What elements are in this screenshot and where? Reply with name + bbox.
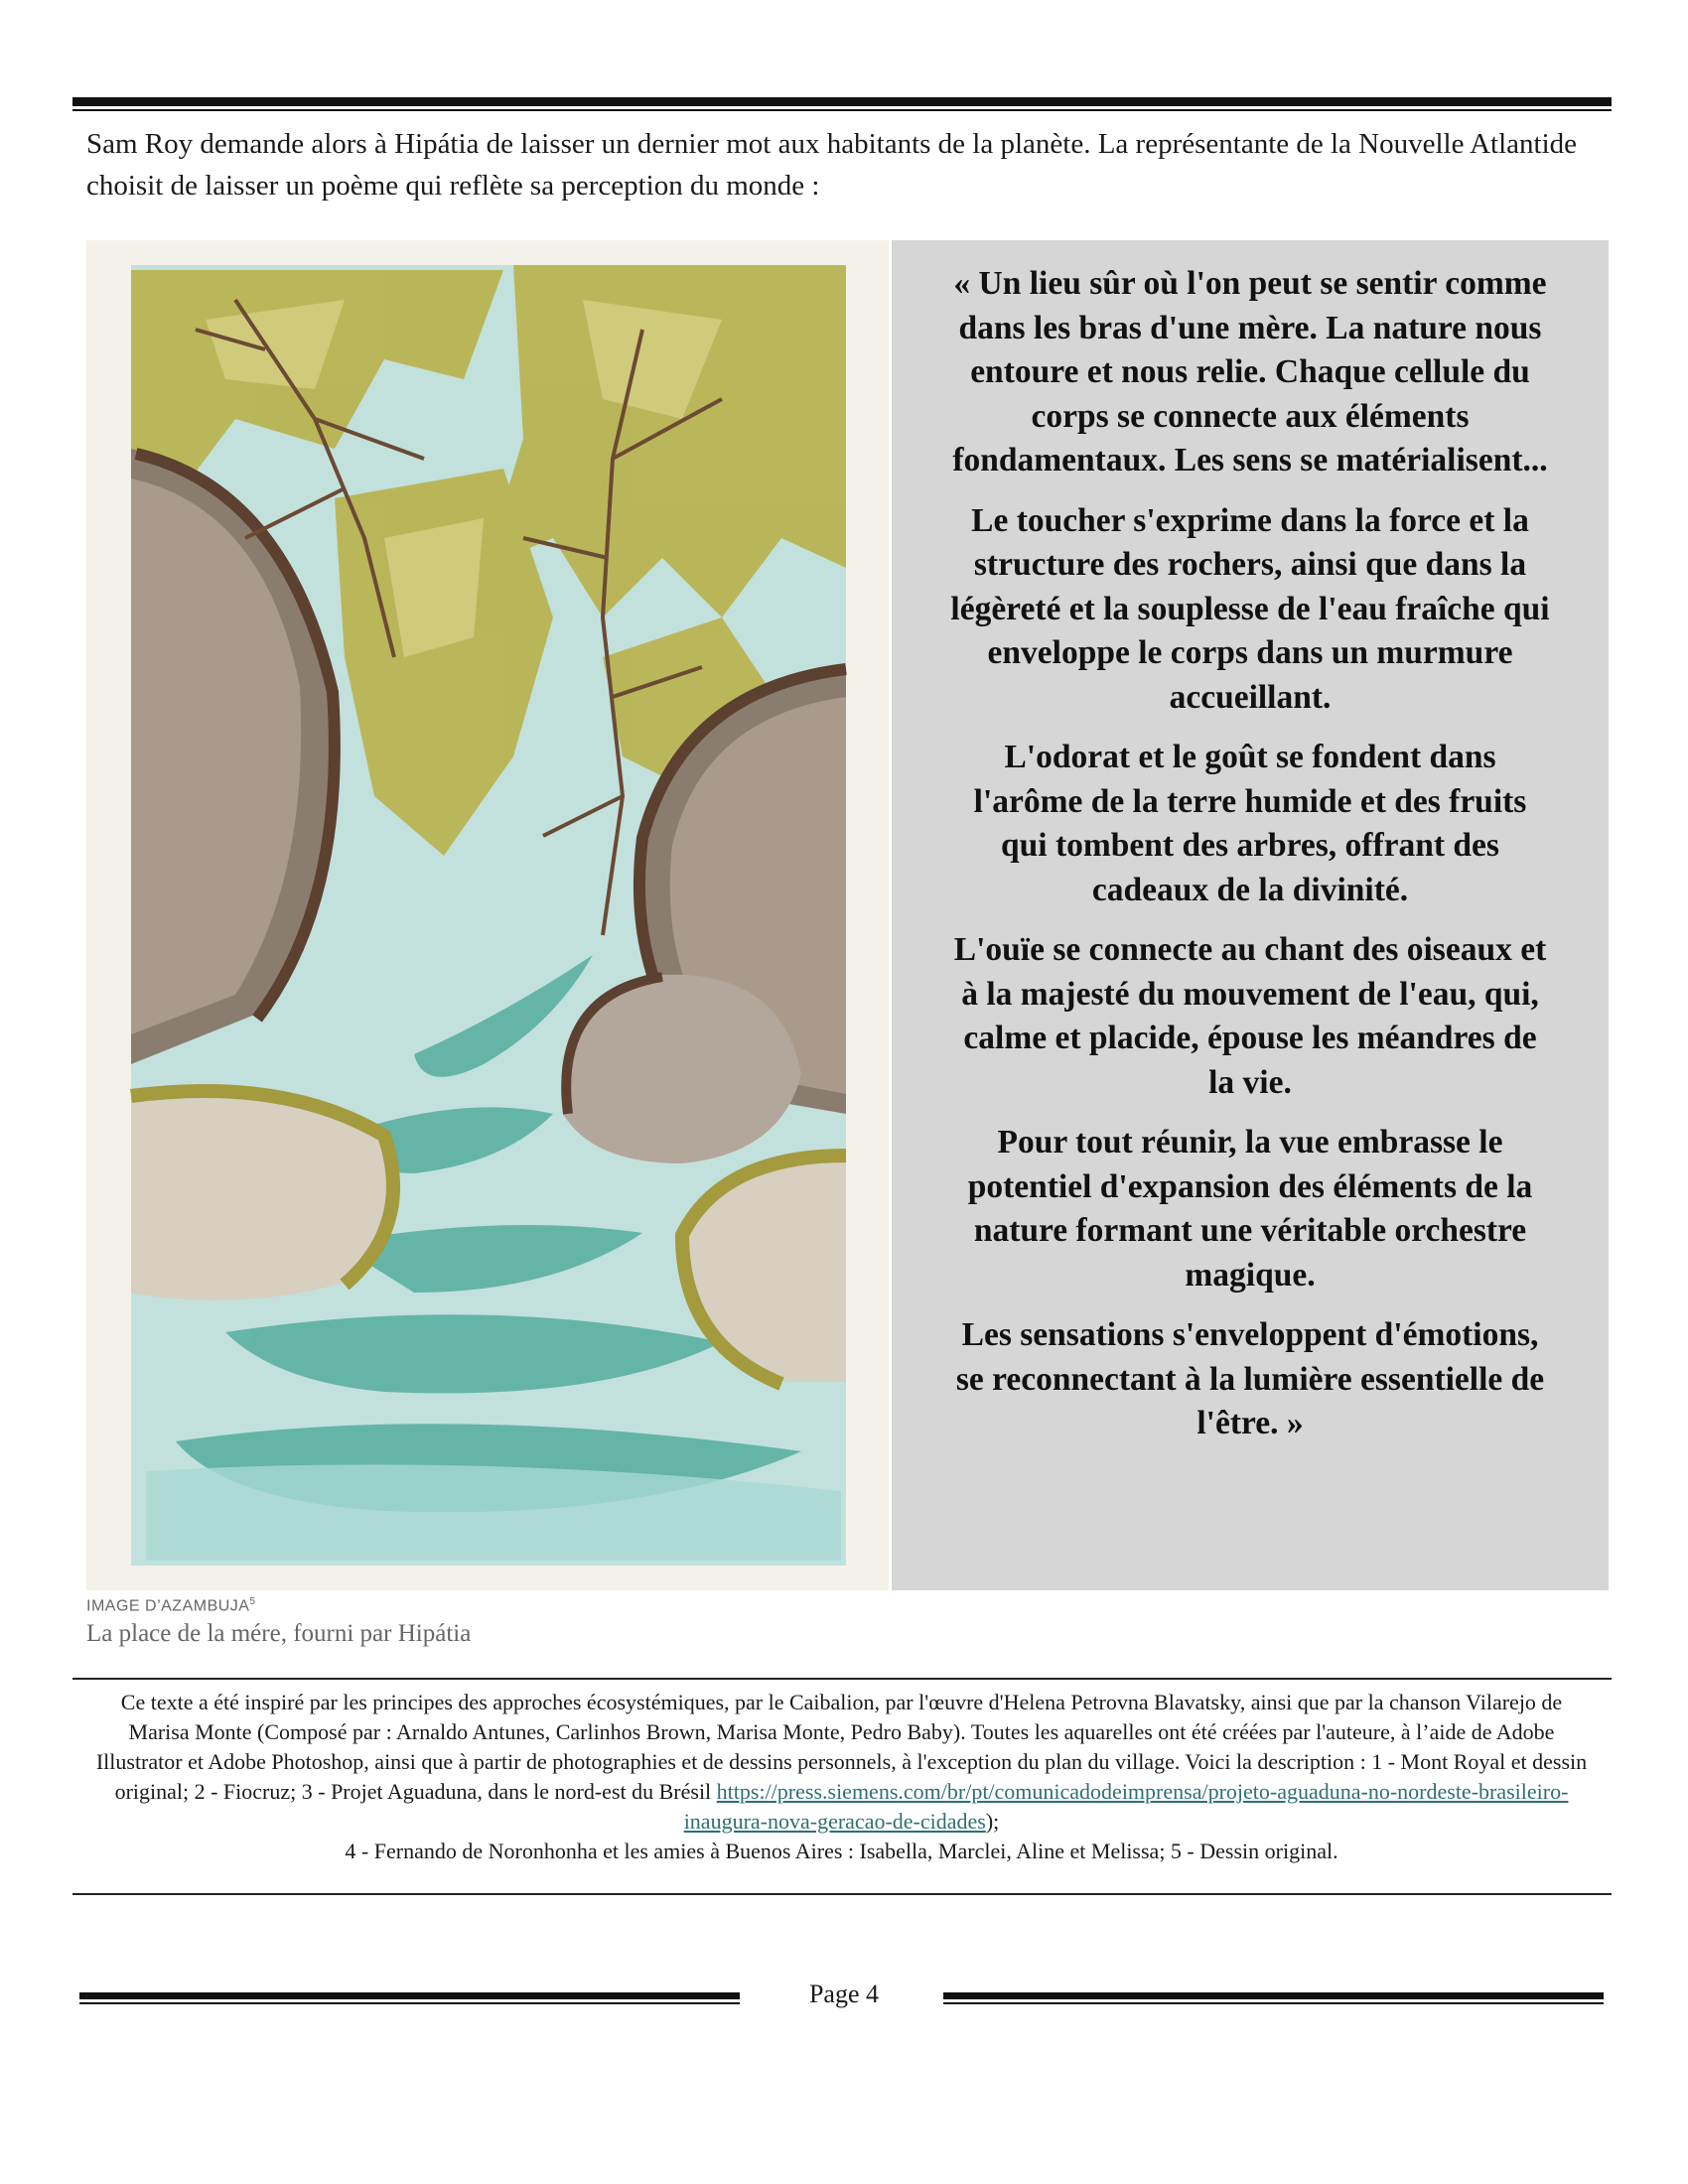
poem-stanza-5: Pour tout réunir, la vue embrasse le potentiel d'expansion des éléments de la nature formant une véritable orchestre magique.	[967, 1124, 1533, 1294]
stream-painting	[86, 240, 889, 1590]
poem-stanza-2: Le toucher s'exprime dans la force et la structure des rochers, ainsi que dans la légèreté et la souplesse de l'eau fraîche qui enveloppe le corps dans un murmure accueillant.	[950, 501, 1550, 716]
footer-rule-right	[943, 1992, 1604, 2004]
aguaduna-link[interactable]: https://press.siemens.com/br/pt/comunicadodeimprensa/projeto-aguaduna-no-nordeste-brasileiro-inaugura-nova-geracao-de-cidades	[683, 1779, 1569, 1834]
notes-top-rule	[72, 1678, 1612, 1680]
watercolor-illustration	[86, 240, 889, 1590]
intro-paragraph: Sam Roy demande alors à Hipátia de laisser un dernier mot aux habitants de la planète. La représentante de la Nouvelle Atlantide choisit de laisser un poème qui reflète sa perception du monde :	[86, 128, 1578, 202]
poem-box	[892, 240, 1609, 1590]
image-caption: La place de la mére, fourni par Hipátia	[86, 1620, 472, 1647]
notes-line-2: 4 - Fernando de Noronhonha et les amies à Buenos Aires : Isabella, Marclei, Aline et Melissa; 5 - Dessin original.	[345, 1839, 1338, 1863]
notes-bottom-rule	[72, 1893, 1612, 1895]
source-notes: Ce texte a été inspiré par les principes des approches écosystémiques, par le Caibalion, par l'œuvre d'Helena Petrovna Blavatsky, ainsi que par la chanson Vilarejo de Marisa Monte (Composé par : Arnaldo Antunes, Carlinhos Brown, Marisa Monte, Pedro Baby). Toutes les aquarelles ont été créées par l'auteure, à l’aide de Adobe Illustrator et Adobe Photoshop, ainsi que à partir de photographies et de dessins personnels, à l'exception du plan du village. Voici la description : 1 - Mont Royal et dessin original; 2 - Fiocruz; 3 - Projet Aguaduna, dans le nord-est du Brésil https://press.siemens.com/br/pt/comunicadodeimprensa/projeto-aguaduna-no-nordeste-brasileiro-inaugura-nova-geracao-de-cidades); 4 - Fernando de Noronhonha et les amies à Buenos Aires : Isabella, Marclei, Aline et Melissa; 5 - Dessin original.	[95, 1690, 1588, 1863]
notes-text: Ce texte a été inspiré par les principes des approches écosystémiques, par le Caibalion, par l'œuvre d'Helena Petrovna Blavatsky, ainsi que par la chanson Vilarejo de Marisa Monte (Composé par : Arnaldo Antunes, Carlinhos Brown, Marisa Monte, Pedro Baby). Toutes les aquarelles ont été créées par l'auteure, à l’aide de Adobe Illustrator et Adobe Photoshop, ainsi que à partir de photographies et de dessins personnels, à l'exception du plan du village. Voici la description : 1 - Mont Royal et dessin original; 2 - Fiocruz; 3 - Projet Aguaduna, dans le nord-est du Brésil	[95, 1690, 1588, 1804]
image-credit: IMAGE D’AZAMBUJA$^5$	[86, 1596, 256, 1615]
top-rule	[72, 97, 1612, 111]
page-number: Page 4	[808, 1979, 880, 2008]
poem-stanza-1: « Un lieu sûr où l'on peut se sentir comme dans les bras d'une mère. La nature nous entoure et nous relie. Chaque cellule du corps se connecte aux éléments fondamentaux. Les sens se matérialisent...	[952, 265, 1548, 478]
footer-rule-left	[79, 1992, 740, 2004]
poem-stanza-6: Les sensations s'enveloppent d'émotions, se reconnectant à la lumière essentielle de l'être. »	[955, 1316, 1545, 1441]
poem-stanza-3: L'odorat et le goût se fondent dans l'arôme de la terre humide et des fruits qui tombent des arbres, offrant des cadeaux de la divinité.	[973, 739, 1527, 908]
poem-stanza-4: L'ouïe se connecte au chant des oiseaux et à la majesté du mouvement de l'eau, qui, calme et placide, épouse les méandres de la vie.	[953, 931, 1547, 1101]
